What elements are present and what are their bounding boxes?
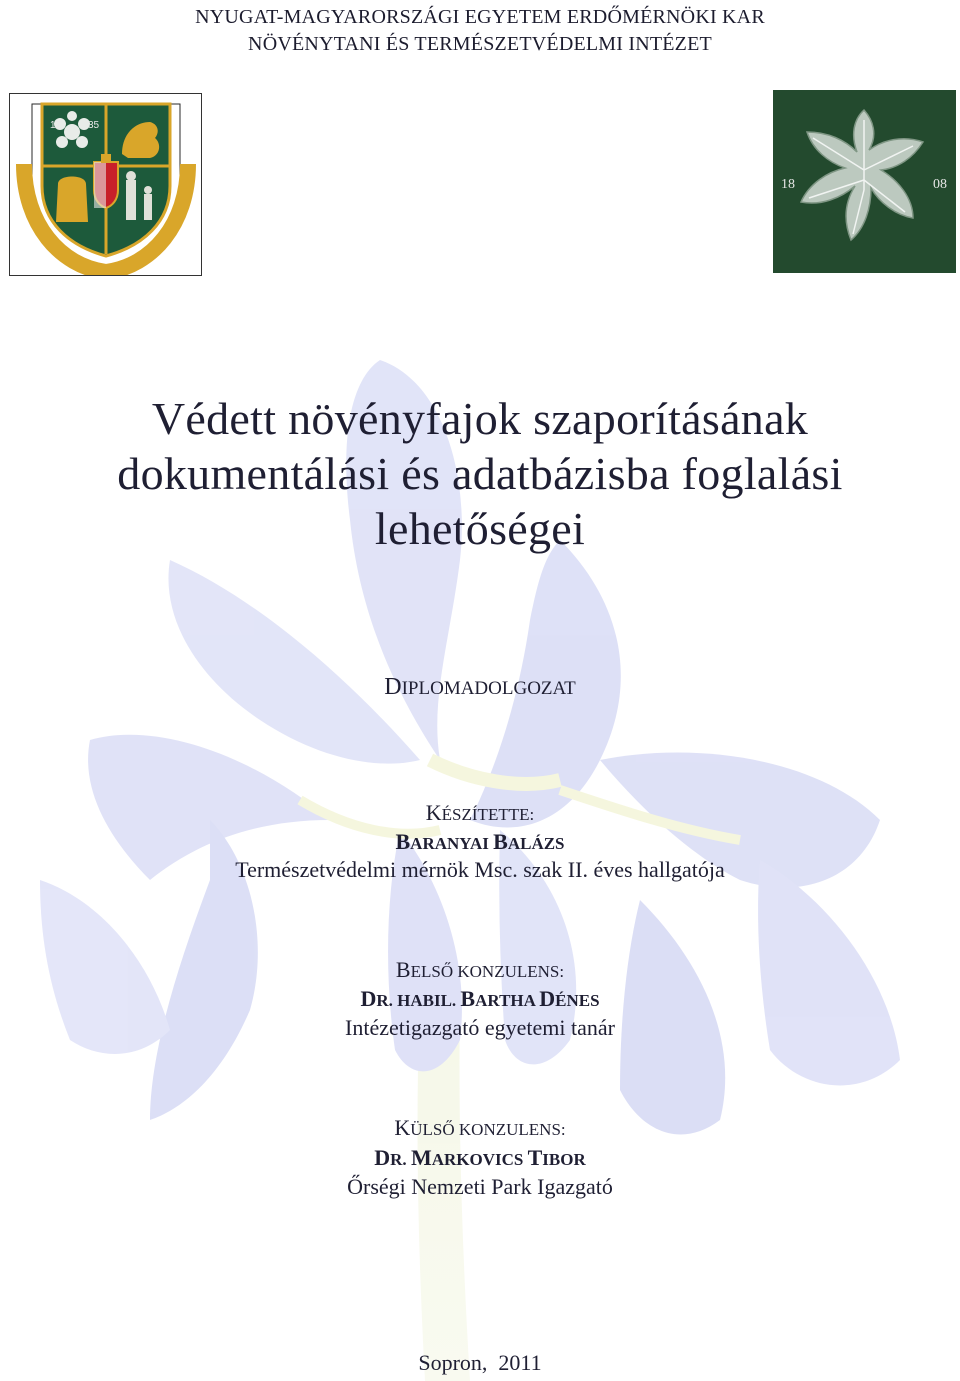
left-logo-year-right: 35 — [88, 120, 100, 131]
external-consultant-description: Őrségi Nemzeti Park Igazgató — [347, 1174, 613, 1199]
author-name: BARANYAI BALÁZS — [395, 829, 565, 854]
thesis-title-line-3: lehetőségei — [374, 503, 586, 554]
document-type — [0, 674, 960, 701]
left-logo-year-left: 17 — [50, 120, 62, 131]
internal-consultant-description: Intézetigazgató egyetemi tanár — [345, 1015, 615, 1040]
document-type-rest: IPLOMADOLGOZAT — [401, 678, 576, 699]
external-consultant-label: KÜLSŐ KONZULENS: — [394, 1115, 566, 1140]
department-line: NÖVÉNYTANI ÉS TERMÉSZETVÉDELMI INTÉZET — [248, 33, 712, 55]
internal-consultant-label: BELSŐ KONZULENS: — [395, 957, 565, 982]
faculty-leaf-logo — [773, 90, 956, 273]
thesis-title-line-2: dokumentálási és adatbázisba foglalási — [117, 448, 843, 499]
thesis-title-line-1: Védett növényfajok szaporításának — [151, 393, 809, 444]
university-emblem-logo — [9, 93, 202, 276]
author-description: Természetvédelmi mérnök Msc. szak II. éves hallgatója — [235, 857, 725, 882]
author-label: KÉSZÍTETTE: — [425, 800, 535, 825]
external-consultant-name: DR. MARKOVICS TIBOR — [374, 1145, 586, 1170]
right-logo-year-left: 18 — [781, 177, 795, 192]
internal-consultant-name: DR. HABIL. BARTHA DÉNES — [360, 986, 600, 1011]
right-logo-year-right: 08 — [933, 177, 947, 192]
institution-line: NYUGAT-MAGYARORSZÁGI EGYETEM ERDŐMÉRNÖKI KAR — [195, 6, 765, 28]
place-and-date: Sopron, 2011 — [418, 1350, 542, 1375]
document-type-initial: D — [384, 674, 402, 700]
